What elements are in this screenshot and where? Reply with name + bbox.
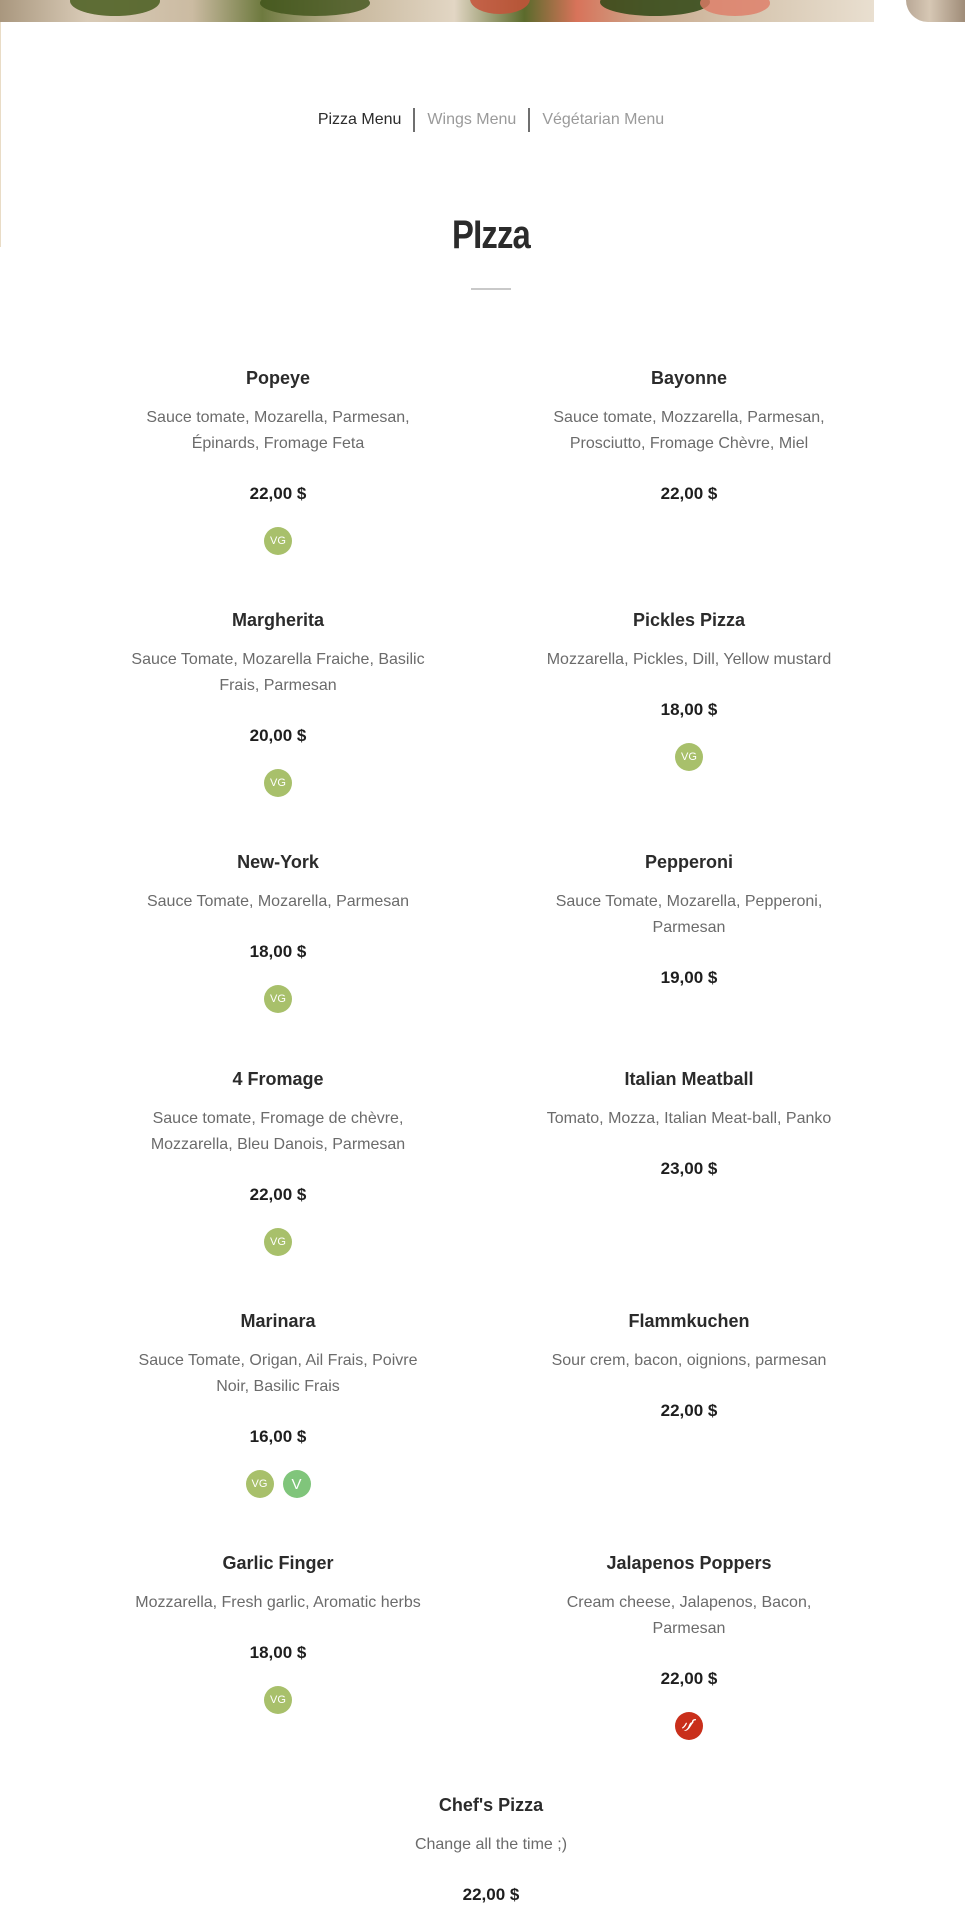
diet-badges [123,985,433,1013]
menu-item [123,1310,433,1498]
title-divider [471,288,511,290]
vegetarian-icon: VG [264,527,292,555]
item-description: Sauce Tomate, Mozarella, Parmesan [146,893,410,910]
item-name: Pepperoni [644,852,733,872]
vegetarian-icon: VG [246,1470,274,1498]
item-price: 23,00 $ [660,1159,718,1178]
vegan-icon: V [283,1470,311,1498]
menu-item [534,851,844,989]
diet-badges [534,1712,844,1740]
item-price: 18,00 $ [249,1643,307,1662]
hero-food-image [0,0,874,22]
vegetarian-icon: VG [675,743,703,771]
item-name: 4 Fromage [232,1069,324,1089]
item-description: Sauce Tomate, Mozarella, Pepperoni, Parmesan [555,893,823,936]
menu-item [534,1552,844,1740]
item-name: Popeye [245,368,311,388]
diet-badges [534,743,844,771]
diet-badges [123,527,433,555]
item-name: Margherita [231,610,325,630]
item-description: Sauce tomate, Mozarella, Parmesan, Épinards, Fromage Feta [146,409,410,452]
diet-badges [123,1470,433,1498]
item-name: Chef's Pizza [438,1795,544,1815]
item-name: Italian Meatball [624,1069,754,1089]
menu-item [123,367,433,555]
item-price: 19,00 $ [660,968,718,987]
menu-item [534,609,844,771]
item-price: 22,00 $ [660,1401,718,1420]
diet-badges [123,1686,433,1714]
menu-item [123,851,433,1013]
vegetarian-icon: VG [264,1228,292,1256]
item-name: Garlic Finger [222,1553,334,1573]
item-description: Mozzarella, Fresh garlic, Aromatic herbs [135,1594,421,1611]
item-description: Sauce Tomate, Mozarella Fraiche, Basilic Frais, Parmesan [131,651,425,694]
vegetarian-icon: VG [264,769,292,797]
item-price: 22,00 $ [462,1885,520,1904]
item-name: Marinara [240,1311,316,1331]
tab-vegetarian-menu[interactable]: Végétarian Menu [542,111,665,128]
item-description: Mozzarella, Pickles, Dill, Yellow mustard [546,651,832,668]
item-price: 20,00 $ [249,726,307,745]
item-name: New-York [237,852,319,872]
vegetarian-icon: VG [264,985,292,1013]
item-price: 22,00 $ [660,1669,718,1688]
menu-item [123,1552,433,1714]
menu-item [123,1068,433,1256]
item-price: 22,00 $ [660,484,718,503]
item-name: Jalapenos Poppers [606,1553,772,1573]
section-title: PIzza [452,213,530,257]
hero-side-image [906,0,965,22]
vegetarian-icon: VG [264,1686,292,1714]
left-edge-line [0,22,1,247]
item-price: 16,00 $ [249,1427,307,1446]
item-description: Sauce tomate, Fromage de chèvre, Mozzarella, Bleu Danois, Parmesan [150,1110,406,1153]
menu-item [534,367,844,505]
item-name: Bayonne [650,368,728,388]
item-description: Change all the time ;) [414,1836,568,1853]
chili-pepper-icon [675,1712,703,1740]
item-name: Pickles Pizza [632,610,746,630]
menu-item [291,1794,691,1906]
item-description: Sauce tomate, Mozzarella, Parmesan, Prosciutto, Fromage Chèvre, Miel [553,409,825,452]
tab-pizza-menu[interactable]: Pizza Menu [317,111,402,128]
menu-item [534,1068,844,1180]
menu-item [123,609,433,797]
item-price: 22,00 $ [249,484,307,503]
item-description: Sour crem, bacon, oignions, parmesan [551,1352,827,1369]
item-name: Flammkuchen [628,1311,750,1331]
item-price: 18,00 $ [249,942,307,961]
item-description: Tomato, Mozza, Italian Meat-ball, Panko [546,1110,832,1127]
diet-badges [123,769,433,797]
menu-tabs [0,108,965,132]
item-description: Sauce Tomate, Origan, Ail Frais, Poivre Noir, Basilic Frais [138,1352,418,1395]
item-price: 18,00 $ [660,700,718,719]
item-price: 22,00 $ [249,1185,307,1204]
tab-wings-menu[interactable]: Wings Menu [427,111,517,128]
menu-item [534,1310,844,1422]
item-description: Cream cheese, Jalapenos, Bacon, Parmesan [566,1594,812,1637]
diet-badges [123,1228,433,1256]
